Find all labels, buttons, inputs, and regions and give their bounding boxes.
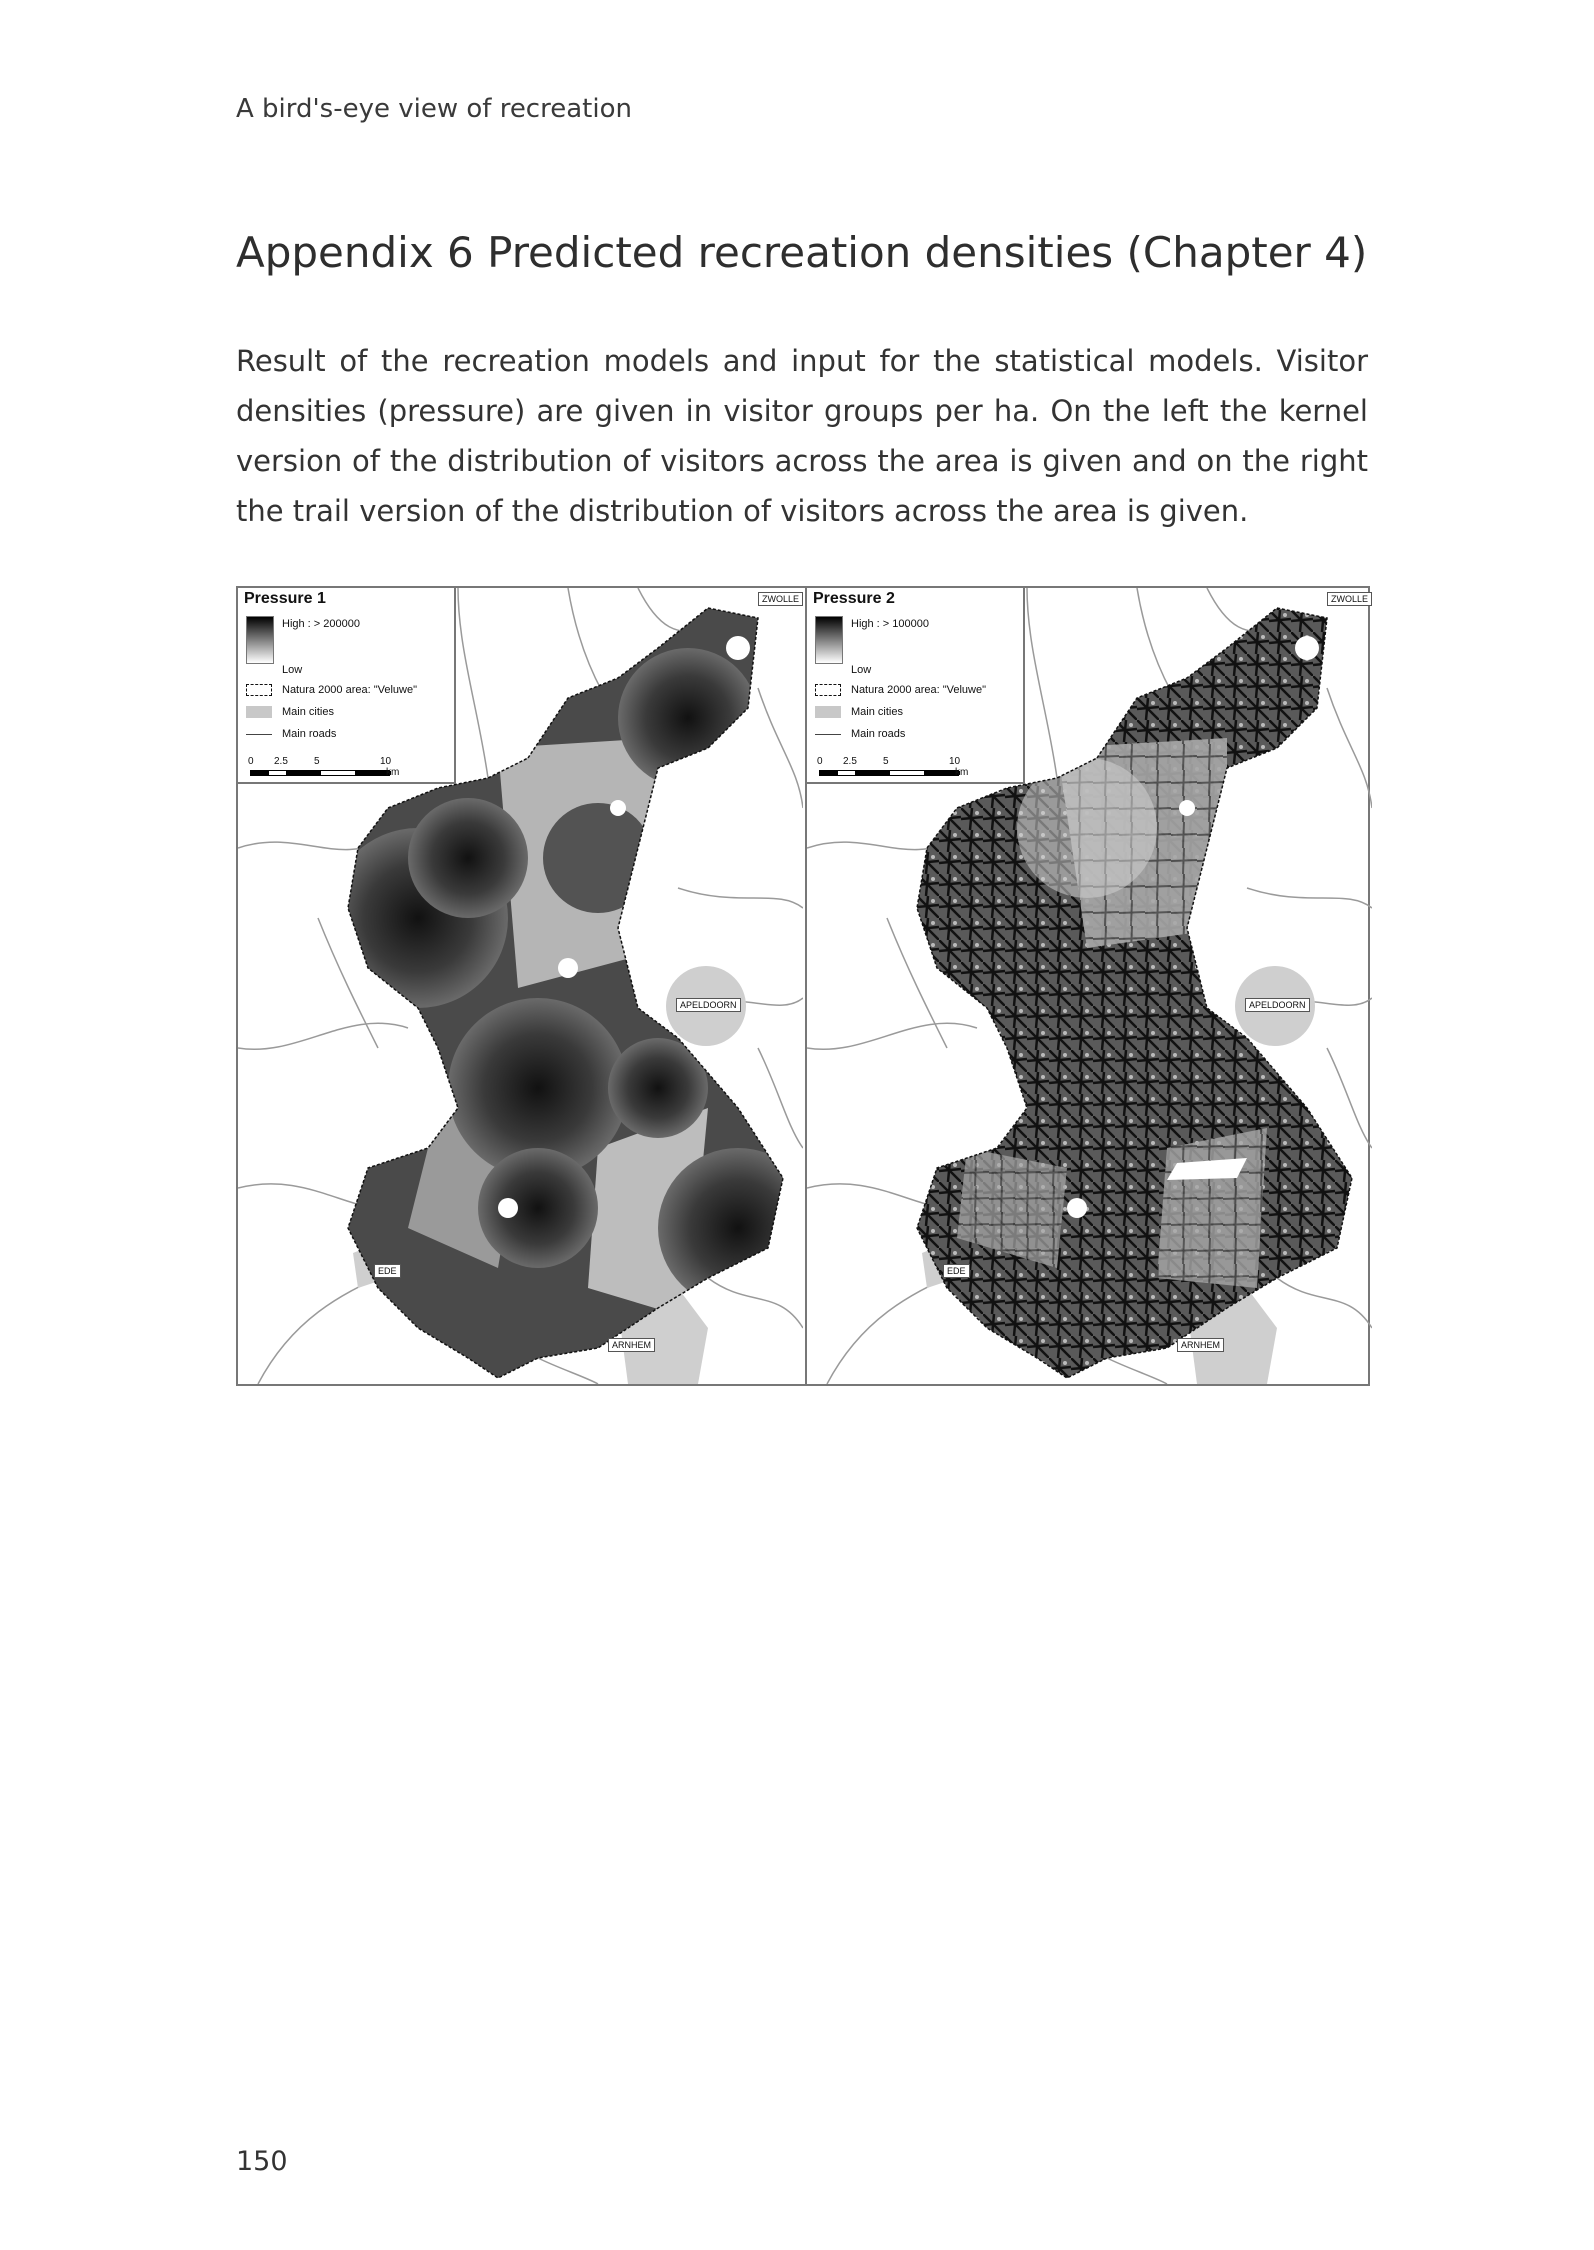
page-number: 150 (236, 2146, 288, 2177)
legend-cities-label: Main cities (282, 706, 334, 718)
map-legend (807, 588, 1025, 784)
legend-low-label: Low (851, 664, 872, 676)
page-title: Appendix 6 Predicted recreation densities (Chapter 4) (236, 228, 1368, 277)
scale-tick: 10 (380, 756, 392, 767)
running-header: A bird's-eye view of recreation (236, 94, 632, 124)
map-panel-kernel (238, 588, 803, 1384)
natura-swatch (246, 684, 272, 696)
scale-bar (819, 770, 959, 776)
map-panel-trail (805, 588, 1372, 1384)
legend-roads-label: Main roads (282, 728, 337, 740)
roads-swatch (815, 734, 841, 735)
city-label-arnhem: ARNHEM (608, 1338, 655, 1352)
legend-natura-label: Natura 2000 area: "Veluwe" (851, 684, 987, 696)
intro-paragraph: Result of the recreation models and input for the statistical models. Visitor densities (pressure) are given in visitor groups per ha. On the left the kernel version of the distribution of visitors across the area is given and on the right the trail version of the distribution of visitors across the area is given. (236, 344, 1368, 528)
cities-swatch (815, 706, 841, 718)
legend-cities-label: Main cities (851, 706, 903, 718)
density-ramp (246, 616, 274, 664)
scale-tick: 5 (883, 756, 889, 767)
legend-low-label: Low (282, 664, 303, 676)
map-legend (238, 588, 456, 784)
scale-tick: 10 (949, 756, 961, 767)
legend-roads-label: Main roads (851, 728, 906, 740)
natura-swatch (815, 684, 841, 696)
scale-tick: 0 (817, 756, 823, 767)
city-label-ede: EDE (943, 1264, 970, 1278)
legend-natura-label: Natura 2000 area: "Veluwe" (282, 684, 418, 696)
city-label-zwolle: ZWOLLE (1327, 592, 1372, 606)
city-label-ede: EDE (374, 1264, 401, 1278)
legend-title: Pressure 2 (813, 590, 895, 607)
density-ramp (815, 616, 843, 664)
city-label-arnhem: ARNHEM (1177, 1338, 1224, 1352)
cities-swatch (246, 706, 272, 718)
scale-unit: km (386, 767, 400, 778)
scale-tick: 2.5 (843, 756, 857, 767)
roads-swatch (246, 734, 272, 735)
legend-high-label: High : > 200000 (282, 618, 360, 630)
scale-unit: km (955, 767, 969, 778)
map-figure (236, 586, 1370, 1386)
scale-tick: 0 (248, 756, 254, 767)
legend-title: Pressure 1 (244, 590, 326, 607)
scale-bar (250, 770, 390, 776)
scale-tick: 2.5 (274, 756, 288, 767)
scale-tick: 5 (314, 756, 320, 767)
city-label-apeldoorn: APELDOORN (1245, 998, 1310, 1012)
city-label-zwolle: ZWOLLE (758, 592, 803, 606)
legend-high-label: High : > 100000 (851, 618, 929, 630)
city-label-apeldoorn: APELDOORN (676, 998, 741, 1012)
